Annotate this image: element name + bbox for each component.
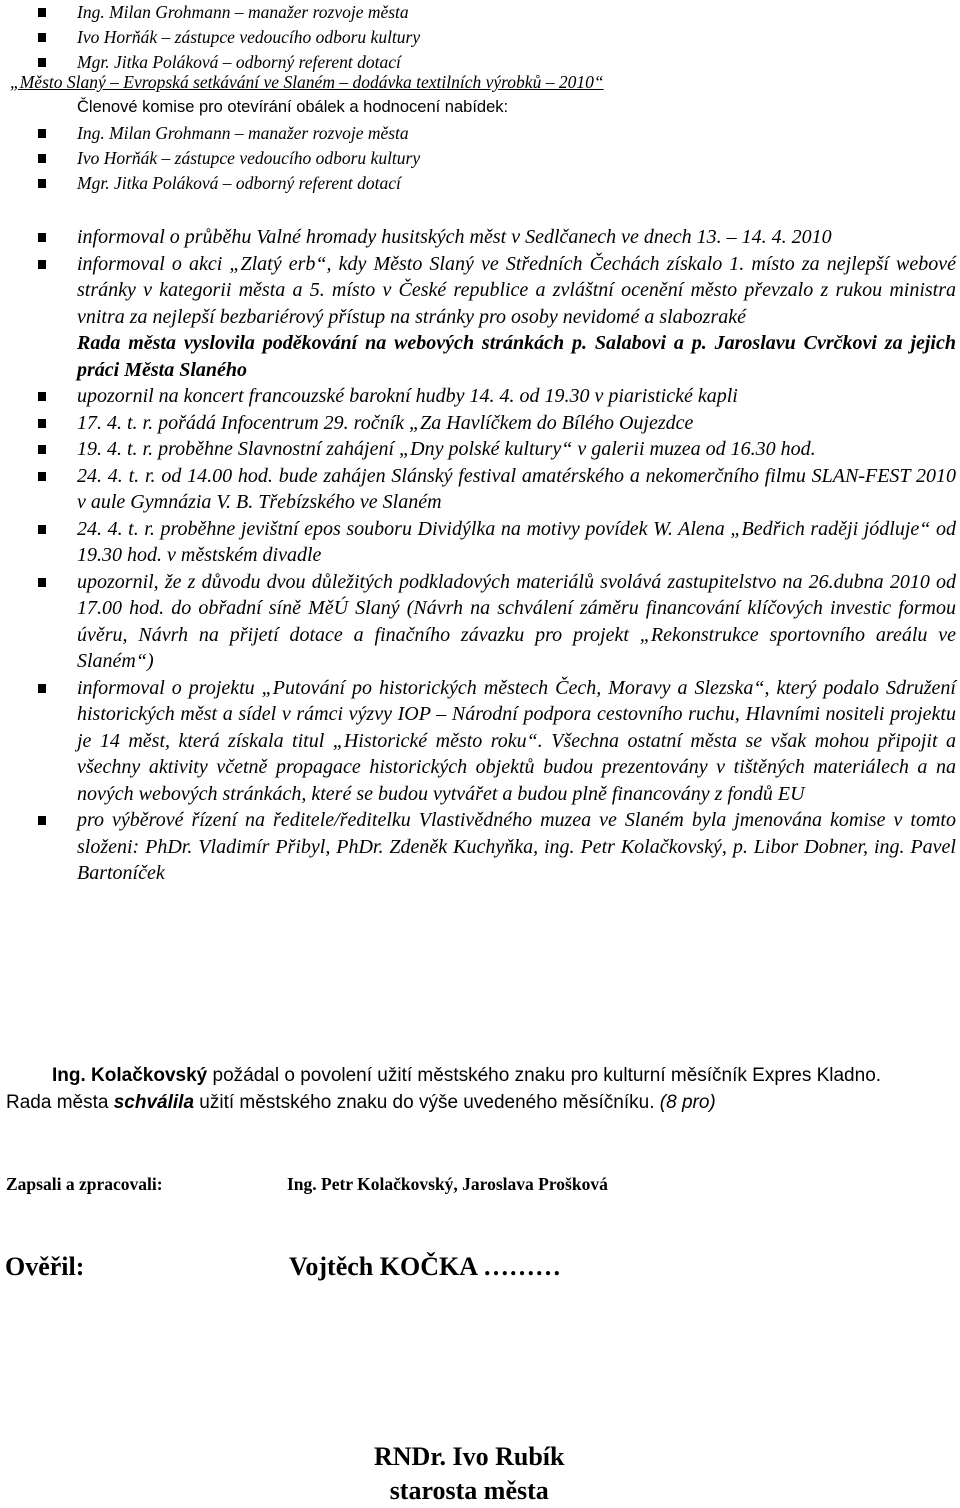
list-item: 19. 4. t. r. proběhne Slavnostní zahájení „Dny polské kultury“ v galerii muzea od 16.30 hod.	[0, 436, 960, 463]
list-item: upozornil, že z důvodu dvou důležitých podkladových materiálů svolává zastupitelstvo na 26.dubna 2010 od 17.00 hod. do obřadní síně MěÚ Slaný (Návrh na schválení záměru financování klíčových investic formou úvěru, Návrh na přijetí dotace a finačního závazku pro projekt „Rekonstrukce sportovního areálu ve Slaném“)	[0, 569, 960, 675]
recorded-label: Zapsali a zpracovali:	[6, 1174, 163, 1194]
verified-name: Vojtěch KOČKA ………	[289, 1252, 562, 1281]
committee-list-2	[0, 121, 960, 196]
list-item: upozornil na koncert francouzské barokní hudby 14. 4. od 19.30 v piaristické kapli	[0, 383, 960, 410]
list-item: pro výběrové řízení na ředitele/ředitelku Vlastivědného muzea ve Slaném byla jmenována komise v tomto složeni: PhDr. Vladimír Přibyl, PhDr. Zdeněk Kuchyňka, ing. Petr Kolačkovský, p. Libor Dobner, ing. Pavel Bartoníček	[0, 807, 960, 887]
tender-title: „Město Slaný – Evropská setkávání ve Slaném – dodávka textilních výrobků – 2010“	[10, 72, 604, 92]
list-item: Ivo Horňák – zástupce vedoucího odboru kultury	[0, 25, 960, 50]
committee-heading: Členové komise pro otevírání obálek a hodnocení nabídek:	[77, 98, 509, 116]
list-item: Mgr. Jitka Poláková – odborný referent dotací	[0, 171, 960, 196]
list-item: Ivo Horňák – zástupce vedoucího odboru kultury	[0, 146, 960, 171]
list-item: Mgr. Jitka Poláková – odborný referent dotací	[0, 50, 960, 75]
paragraph-text: užití městského znaku do výše uvedeného měsíčníku.	[194, 1092, 660, 1113]
list-item: 17. 4. t. r. pořádá Infocentrum 29. ročník „Za Havlíčkem do Bílého Oujezdce	[0, 410, 960, 437]
report-list	[0, 224, 960, 887]
paragraph-text: požádal o povolení užití městského znaku pro kulturní měsíčník Expres Kladno. Rada města	[6, 1065, 882, 1113]
mayor-name: RNDr. Ivo Rubík	[374, 1442, 565, 1471]
recorded-names: Ing. Petr Kolačkovský, Jaroslava Prošková	[287, 1174, 608, 1194]
resolution-paragraph	[6, 1062, 911, 1116]
list-item: Ing. Milan Grohmann – manažer rozvoje města	[0, 121, 960, 146]
mayor-signature	[374, 1440, 564, 1508]
approved-word: schválila	[113, 1092, 195, 1113]
list-item: 24. 4. t. r. proběhne jevištní epos souboru Dividýlka na motivy povídek W. Alena „Bedřich raději jódluje“ od 19.30 hod. v městském divadle	[0, 516, 960, 569]
mayor-title: starosta města	[389, 1476, 549, 1505]
list-item: 24. 4. t. r. od 14.00 hod. bude zahájen Slánský festival amatérského a nekomerčního filmu SLAN-FEST 2010 v aule Gymnázia V. B. Třebízského ve Slaném	[0, 463, 960, 516]
list-item: informoval o projektu „Putování po historických městech Čech, Moravy a Slezska“, který podalo Sdružení historických měst a sídel v rámci výzvy IOP – Národní podpora cestovního ruchu, Hlavními nositeli projektu je 14 měst, která získala titul „Historické město roku“. Všechna ostatní města se však mohou připojit a všechny aktivity včetně propagace historických objektů budou prezentovány v tištěných materiálech a na nových webových stránkách, které se budou vytvářet a budou plně financovány z fondů EU	[0, 675, 960, 808]
list-item: informoval o průběhu Valné hromady husitských měst v Sedlčanech ve dnech 13. – 14. 4. 2010	[0, 224, 960, 251]
verified-label: Ověřil:	[5, 1252, 85, 1281]
list-item: Ing. Milan Grohmann – manažer rozvoje města	[0, 0, 960, 25]
list-item-resolution: Rada města vyslovila poděkování na webových stránkách p. Salabovi a p. Jaroslavu Cvrčkovi za jejich práci Města Slaného	[77, 332, 956, 381]
list-item	[0, 251, 960, 384]
requester-name: Ing. Kolačkovský	[52, 1065, 208, 1086]
committee-list-1	[0, 0, 960, 75]
list-item-text: informoval o akci „Zlatý erb“, kdy Město Slaný ve Středních Čechách získalo 1. místo za nejlepší webové stránky v kategorii města a 5. místo v České republice a zvláštní ocenění město převzalo z rukou ministra vnitra za nejlepší bezbariérový přístup na stránky pro osoby nevidomé a slabozraké	[77, 252, 956, 328]
vote-count: (8 pro)	[659, 1092, 716, 1113]
